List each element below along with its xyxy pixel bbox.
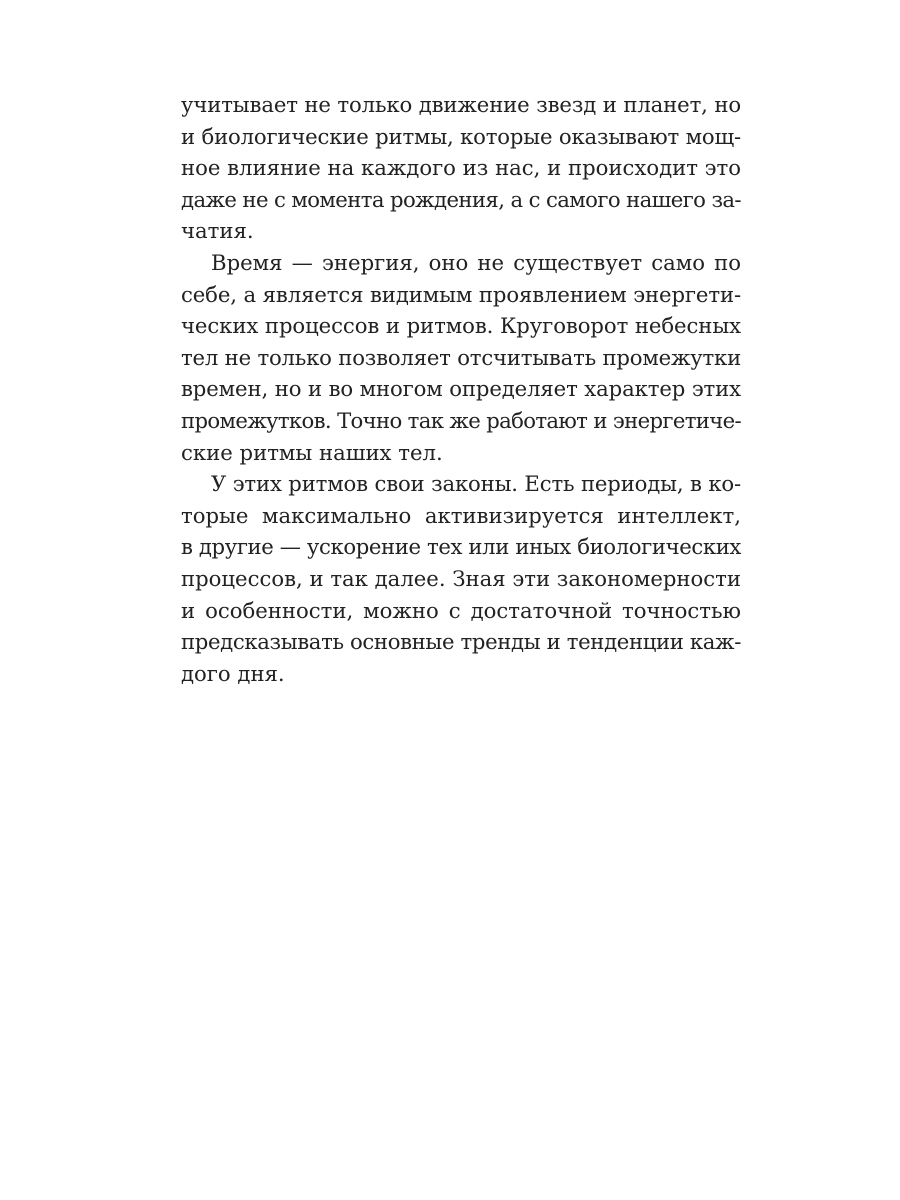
text-line: торые максимально активизируется интеллект, [181, 502, 741, 528]
paragraph-3 [181, 468, 741, 689]
text-line: и биологические ритмы, которые оказывают мощ- [181, 123, 741, 149]
text-line: ские ритмы наших тел. [181, 439, 443, 465]
text-line: себе, а является видимым проявлением энергети- [181, 281, 741, 307]
paragraph-2 [181, 247, 741, 468]
text-line: процессов, и так далее. Зная эти закономерности [181, 565, 741, 591]
text-line: Время — энергия, оно не существует само по [211, 249, 741, 275]
text-line: ное влияние на каждого из нас, и происходит это [181, 155, 741, 181]
text-line: в другие — ускорение тех или иных биологических [181, 534, 741, 560]
text-line: тел не только позволяет отсчитывать промежутки [181, 344, 741, 370]
body-text [181, 89, 741, 689]
paragraph-1 [181, 89, 741, 247]
text-line: дого дня. [181, 660, 285, 686]
text-line: чатия. [181, 218, 254, 244]
text-line: даже не с момента рождения, а с самого нашего за- [181, 186, 741, 212]
text-line: ческих процессов и ритмов. Круговорот небесных [181, 313, 741, 339]
text-line: и особенности, можно с достаточной точностью [181, 597, 741, 623]
text-line: предсказывать основные тренды и тенденции каж- [181, 629, 741, 655]
text-line: У этих ритмов свои законы. Есть периоды, в ко- [211, 471, 741, 497]
text-line: учитывает не только движение звезд и планет, но [181, 92, 741, 117]
text-line: времен, но и во многом определяет характер этих [181, 376, 741, 402]
text-line: промежутков. Точно так же работают и энергетиче- [181, 407, 741, 433]
